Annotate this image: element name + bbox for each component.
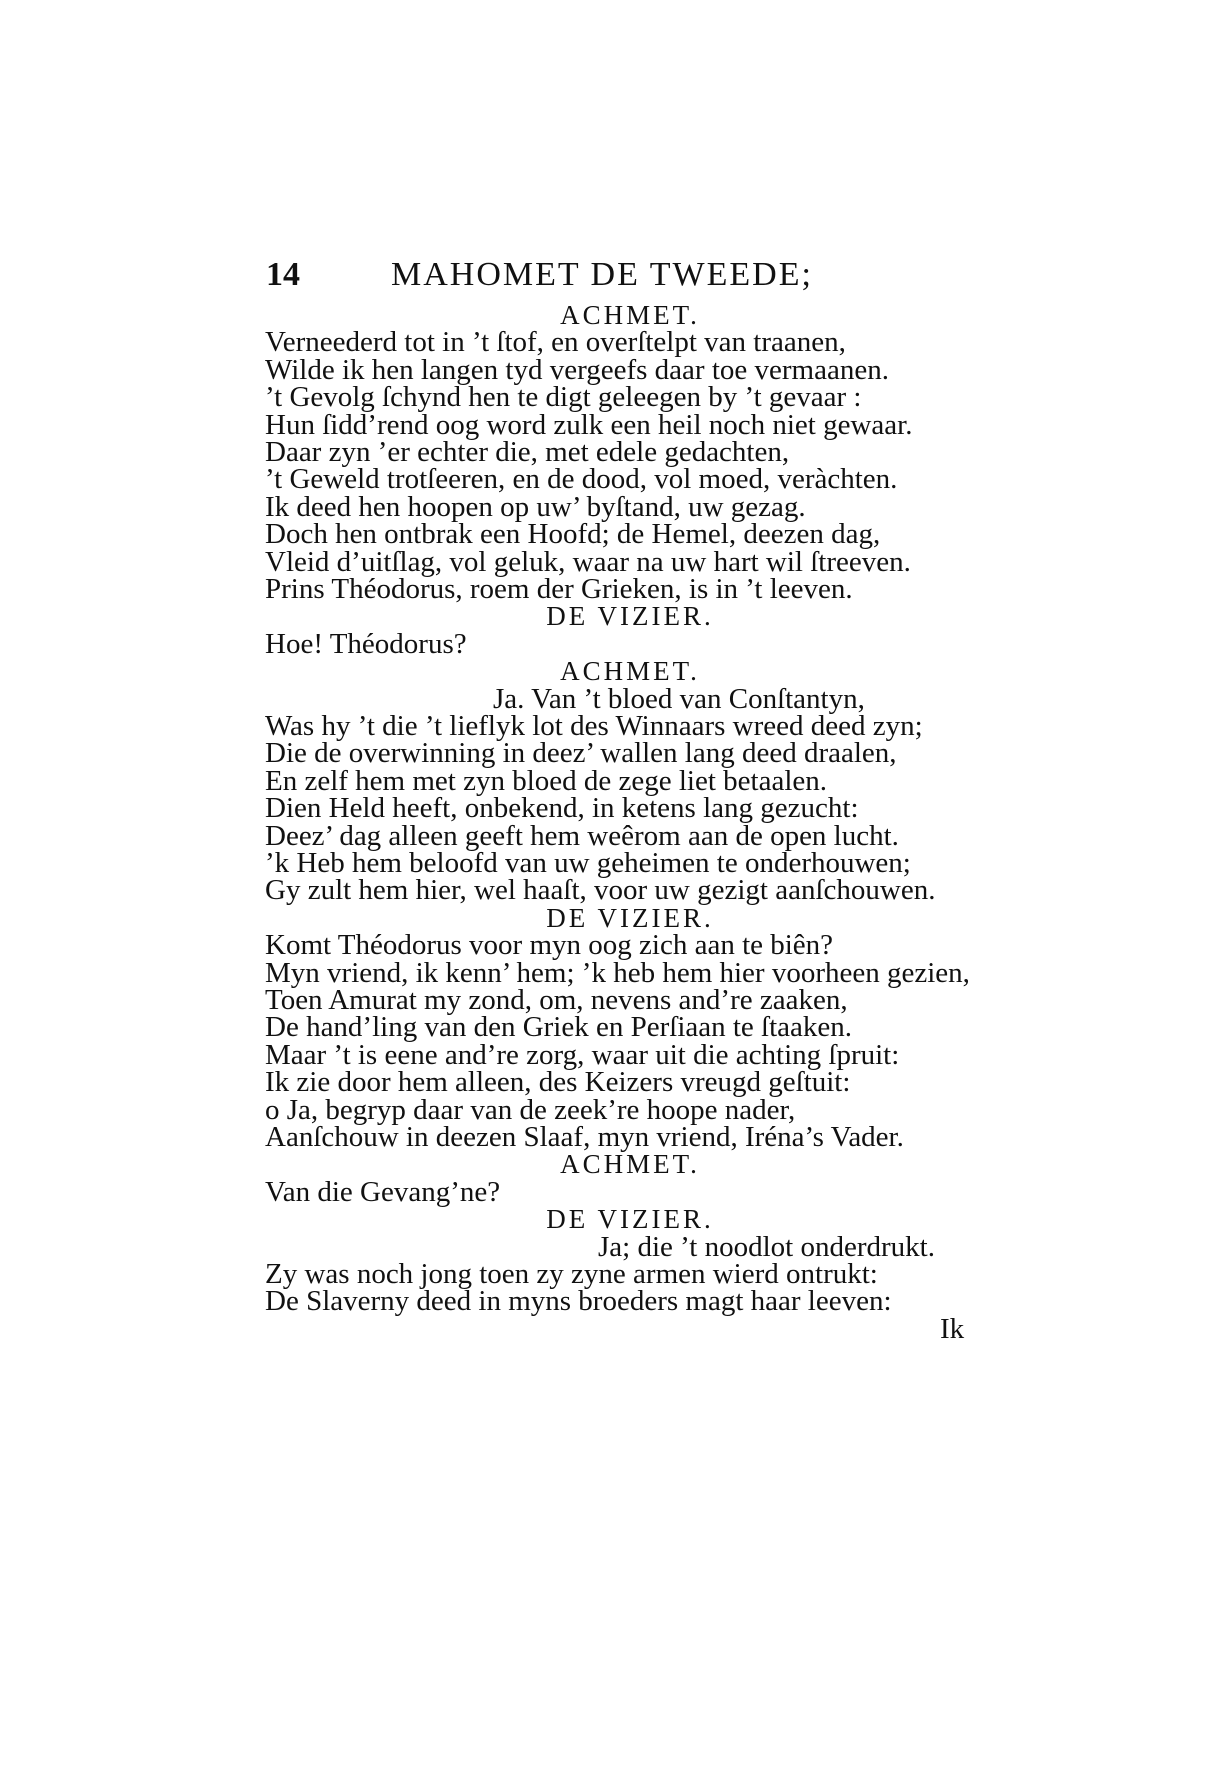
running-title: MAHOMET DE TWEEDE; (391, 256, 813, 293)
page-number: 14 (266, 256, 300, 293)
verse-line: Dien Held heeft, onbekend, in ketens lang gezucht: (265, 792, 859, 825)
verse-line: Komt Théodorus voor myn oog zich aan te biên? (265, 929, 834, 962)
verse-line: Ik zie door hem alleen, des Keizers vreugd geſtuit: (265, 1066, 851, 1099)
page-header (266, 256, 966, 296)
verse-line: Deez’ dag alleen geeft hem weêrom aan de open lucht. (265, 819, 899, 852)
verse-line: Ja; die ’t noodlot onderdrukt. (598, 1230, 935, 1263)
catchword: Ik (940, 1312, 965, 1345)
verse-line: Hoe! Théodorus? (265, 627, 467, 660)
verse-line: Aanſchouw in deezen Slaaf, myn vriend, Iréna’s Vader. (265, 1121, 904, 1153)
speaker-name: DE VIZIER. (546, 601, 714, 632)
verse-line: Zy was noch jong toen zy zyne armen wierd ontrukt: (265, 1258, 878, 1290)
speaker-name: ACHMET. (560, 1149, 700, 1180)
verse-line: ’t Geweld trotſeeren, en de dood, vol moed, veràchten. (265, 463, 898, 496)
verse-line: Daar zyn ’er echter die, met edele gedachten, (265, 436, 790, 468)
verse-line: Ik deed hen hoopen op uw’ byſtand, uw gezag. (265, 490, 806, 523)
speaker-name: ACHMET. (560, 656, 700, 687)
verse-line: Was hy ’t die ’t lieflyk lot des Winnaars wreed deed zyn; (265, 710, 923, 742)
verse-line: Gy zult hem hier, wel haaſt, voor uw gezigt aanſchouwen. (265, 874, 936, 907)
verse-line: De Slaverny deed in myns broeders magt haar leeven: (265, 1285, 892, 1318)
verse-line: Van die Gevang’ne? (265, 1175, 501, 1208)
verse-line: Prins Théodorus, roem der Grieken, is in ’t leeven. (265, 573, 853, 605)
speaker-name: DE VIZIER. (546, 902, 714, 933)
verse-line: Myn vriend, ik kenn’ hem; ’k heb hem hier voorheen gezien, (265, 956, 970, 989)
verse-line: Wilde ik hen langen tyd vergeefs daar toe vermaanen. (265, 353, 889, 386)
verse-line: En zelf hem met zyn bloed de zege liet betaalen. (265, 764, 828, 797)
verse-line: Toen Amurat my zond, om, nevens and’re zaaken, (265, 984, 848, 1016)
speaker-name: ACHMET. (560, 300, 700, 330)
verse-line: Doch hen ontbrak een Hoofd; de Hemel, deezen dag, (265, 518, 881, 551)
verse-line: Vleid d’uitſlag, vol geluk, waar na uw hart wil ſtreeven. (265, 545, 911, 578)
verse-line: ’k Heb hem beloofd van uw geheimen te onderhouwen; (265, 847, 911, 879)
verse-line: De hand’ling van den Griek en Perſiaan te ſtaaken. (265, 1011, 853, 1044)
verse-line: o Ja, begryp daar van de zeek’re hoope nader, (265, 1093, 796, 1126)
verse-line: ’t Gevolg ſchynd hen te digt geleegen by ’t gevaar : (265, 381, 862, 414)
speaker-name: DE VIZIER. (546, 1204, 714, 1235)
verse-line: Verneederd tot in ’t ſtof, en overſtelpt van traanen, (265, 326, 846, 359)
verse-line: Hun ſidd’rend oog word zulk een heil noch niet gewaar. (265, 408, 913, 441)
verse-line: Die de overwinning in deez’ wallen lang deed draalen, (265, 737, 897, 770)
verse-line: Maar ’t is eene and’re zorg, waar uit die achting ſpruit: (265, 1038, 900, 1071)
verse-line: Ja. Van ’t bloed van Conſtantyn, (493, 682, 865, 715)
